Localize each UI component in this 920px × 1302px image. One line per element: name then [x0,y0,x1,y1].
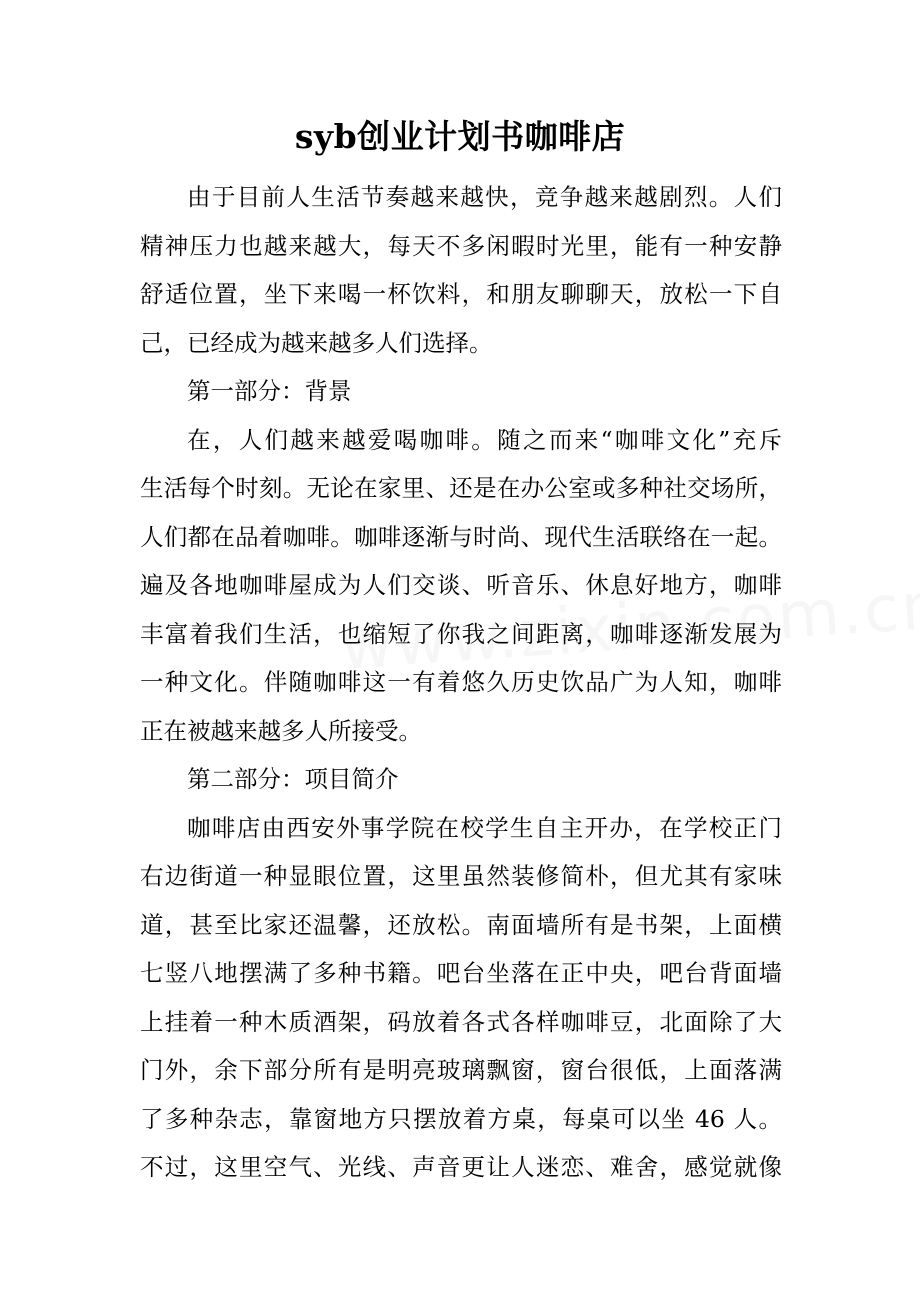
paragraph-line: 门外，余下部分所有是明亮玻璃飘窗，窗台很低，上面落满 [140,1056,782,1084]
paragraph-line: 人们都在品着咖啡。咖啡逐渐与时尚、现代生活联络在一起。 [140,522,782,551]
paragraph-line: 一种文化。伴随咖啡这一有着悠久历史饮品广为人知，咖啡 [140,668,782,696]
paragraph-line: 咖啡店由西安外事学院在校学生自主开办，在学校正门 [187,813,782,842]
paragraph-line: 右边街道一种显眼位置，这里虽然装修简朴，但尤其有家味 [140,862,782,890]
paragraph-line: 精神压力也越来越大，每天不多闲暇时光里，能有一种安静 [140,231,782,260]
paragraph-line: 遍及各地咖啡屋成为人们交谈、听音乐、休息好地方，咖啡 [140,571,782,599]
document-body [140,176,782,1195]
paragraph-line: 丰富着我们生活，也缩短了你我之间距离，咖啡逐渐发展为 [140,619,782,648]
document-title: syb创业计划书咖啡店 [294,117,626,156]
paragraph-line: 舒适位置，坐下来喝一杯饮料，和朋友聊聊天，放松一下自 [140,280,782,308]
section-heading: 第一部分：背景 [187,377,352,405]
paragraph-line: 七竖八地摆满了多种书籍。吧台坐落在正中央，吧台背面墙 [140,959,782,987]
paragraph-line: 己，已经成为越来越多人们选择。 [140,328,493,357]
paragraph-line: 不过，这里空气、光线、声音更让人迷恋、难舍，感觉就像 [140,1153,782,1181]
paragraph-line: 由于目前人生活节奏越来越快，竞争越来越剧烈。人们 [187,183,782,211]
section-heading: 第二部分：项目简介 [187,765,399,793]
paragraph-line: 了多种杂志，靠窗地方只摆放着方桌，每桌可以坐 46 人。 [140,1104,782,1133]
paragraph-line: 在，人们越来越爱喝咖啡。随之而来“咖啡文化”充斥 [187,425,782,454]
paragraph-line: 道，甚至比家还温馨，还放松。南面墙所有是书架，上面横 [140,910,782,939]
paragraph-line: 上挂着一种木质酒架，码放着各式各样咖啡豆，北面除了大 [140,1007,782,1036]
paragraph-line: 正在被越来越多人所接受。 [140,716,422,745]
paragraph-line: 生活每个时刻。无论在家里、还是在办公室或多种社交场所， [140,474,782,502]
